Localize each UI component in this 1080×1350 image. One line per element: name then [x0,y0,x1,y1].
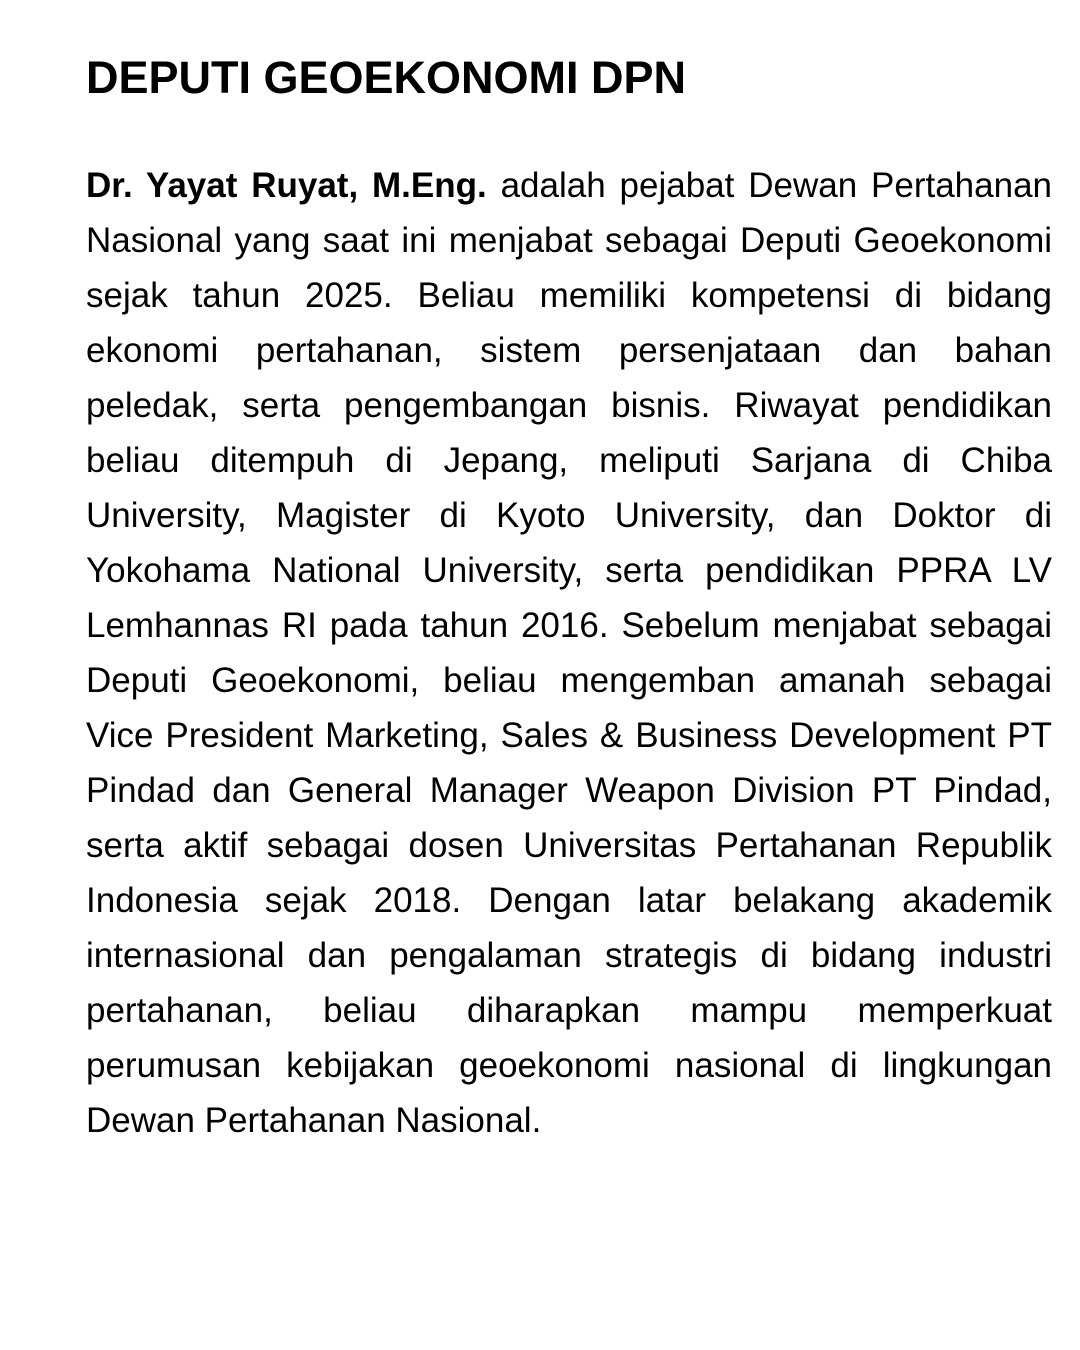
page-title: DEPUTI GEOEKONOMI DPN [86,52,687,103]
biography-text: adalah pejabat Dewan Pertahanan Nasional yang saat ini menjabat sebagai Deputi Geoekonomi sejak tahun 2025. Beliau memiliki kompetensi di bidang ekonomi pertahanan, sistem persenjataan dan bahan peledak, serta pengembangan bisnis. Riwayat pendidikan beliau ditempuh di Jepang, meliputi Sarjana di Chiba University, Magister di Kyoto University, dan Doktor di Yokohama National University, serta pendidikan PPRA LV Lemhannas RI pada tahun 2016. Sebelum menjabat sebagai Deputi Geoekonomi, beliau mengemban amanah sebagai Vice President Marketing, Sales & Business Development PT Pindad dan General Manager Weapon Division PT Pindad, serta aktif sebagai dosen Universitas Pertahanan Republik Indonesia sejak 2018. Dengan latar belakang akademik internasional dan pengalaman strategis di bidang industri pertahanan, beliau diharapkan mampu memperkuat perumusan kebijakan geoekonomi nasional di lingkungan Dewan Pertahanan Nasional. [86,166,1052,1140]
person-name: Dr. Yayat Ruyat, M.Eng. [86,166,487,205]
document-page [86,50,1052,1148]
biography-paragraph [86,158,1052,1148]
